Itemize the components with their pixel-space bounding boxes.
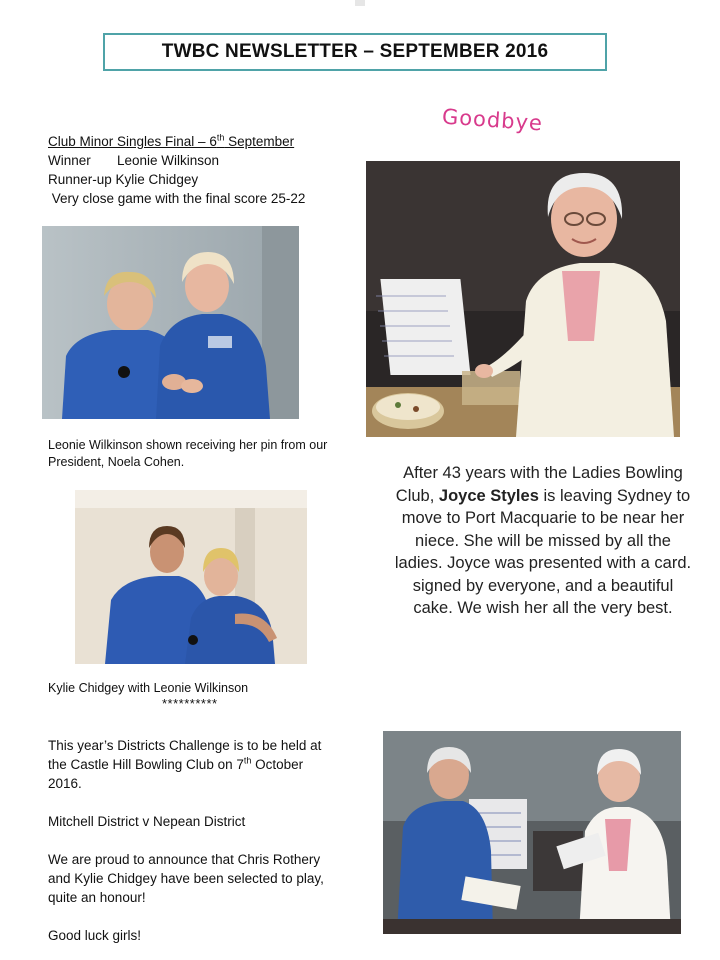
separator-stars: ********** <box>162 696 218 711</box>
districts-match: Mitchell District v Nepean District <box>48 814 246 829</box>
page-top-marker <box>355 0 365 6</box>
newsletter-title: TWBC NEWSLETTER – SEPTEMBER 2016 <box>103 33 607 71</box>
singles-final-section <box>48 132 348 208</box>
singles-winner: Winner Leonie Wilkinson <box>48 153 220 168</box>
goodbye-story-body: is leaving Sydney to move to Port Macquarie to be near her niece. She will be missed by all the ladies. Joyce was presented with a card. signed by everyone, and a beautiful cake. We wish her all the very best. <box>394 486 692 617</box>
caption-kylie-text: Kylie Chidgey with Leonie Wilkinson <box>48 681 249 695</box>
districts-intro-sup: th <box>243 755 252 766</box>
singles-final-heading <box>48 132 348 151</box>
districts-announcement: We are proud to announce that Chris Rothery and Kylie Chidgey have been selected to play, quite an honour! <box>48 852 324 905</box>
photo-kylie-leonie-image <box>75 490 307 664</box>
singles-score-note: Very close game with the final score 25-22 <box>48 191 306 206</box>
photo-joyce-cake <box>366 161 680 437</box>
goodbye-story-name: Joyce Styles <box>438 486 539 505</box>
singles-heading-month: September <box>224 134 295 149</box>
goodbye-story <box>393 462 693 620</box>
photo-pin-presentation-image <box>42 226 299 419</box>
districts-intro <box>48 736 333 793</box>
photo-kylie-leonie <box>75 490 307 664</box>
districts-intro-date: October 2016. <box>48 757 304 791</box>
goodbye-heading: Goodbye <box>441 104 544 136</box>
photo-joyce-card-image <box>383 731 681 934</box>
photo-joyce-card <box>383 731 681 934</box>
districts-section <box>48 736 333 945</box>
goodbye-story-intro: After 43 years with the Ladies Bowling Club, <box>395 464 683 505</box>
singles-heading-sup: th <box>216 132 225 143</box>
photo-pin-presentation <box>42 226 299 419</box>
caption-kylie <box>48 681 348 711</box>
photo-joyce-cake-image <box>366 161 680 437</box>
singles-heading-text: Club Minor Singles Final – 6 <box>48 134 217 149</box>
districts-intro-text: This year’s Districts Challenge is to be held at the Castle Hill Bowling Club on 7 <box>48 738 322 772</box>
districts-good-luck: Good luck girls! <box>48 928 142 943</box>
caption-pin: Leonie Wilkinson shown receiving her pin from our President, Noela Cohen. <box>48 438 328 469</box>
singles-runner-up: Runner-up Kylie Chidgey <box>48 172 199 187</box>
